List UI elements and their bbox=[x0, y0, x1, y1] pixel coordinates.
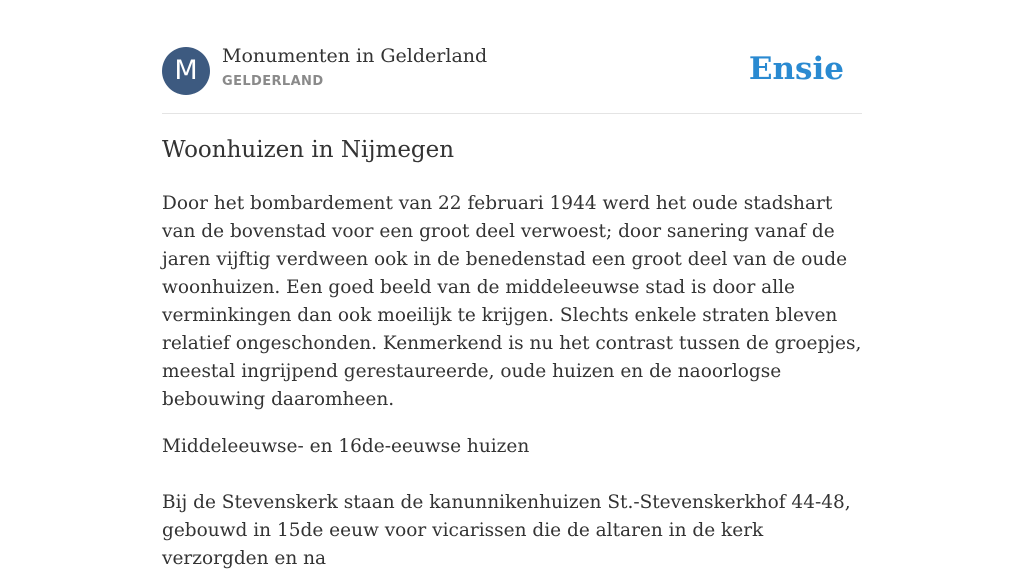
article-paragraph: Door het bombardement van 22 februari 1944 werd het oude stadshart van de bovenstad voor een groot deel verwoest; door sanering vanaf de jaren vijftig verdween ook in de benedenstad een groot deel van de oude woonhuizen. Een goed beeld van de middeleeuwse stad is door alle verminkingen dan ook moeilijk te krijgen. Slechts enkele straten bleven relatief ongeschonden. Kenmerkend is nu het contrast tussen de groepjes, meestal ingrijpend gerestaureerde, oude huizen en de naoorlogse bebouwing daaromheen. bbox=[162, 193, 862, 410]
ensie-logo[interactable]: Ensie bbox=[748, 51, 844, 87]
source-subtitle-link[interactable]: GELDERLAND bbox=[222, 74, 324, 89]
source-header bbox=[162, 0, 862, 114]
source-avatar[interactable]: M bbox=[162, 47, 210, 95]
article-body bbox=[162, 190, 862, 573]
source-title-link[interactable]: Monumenten in Gelderland bbox=[222, 45, 488, 67]
article-title: Woonhuizen in Nijmegen bbox=[162, 137, 455, 163]
article-paragraph: Bij de Stevenskerk staan de kanunnikenhuizen St.-Stevenskerkhof 44-48, gebouwd in 15de eeuw voor vicarissen die de altaren in de kerk verzorgden en na bbox=[162, 492, 851, 569]
content-container bbox=[162, 0, 862, 569]
article-subheading: Middeleeuwse- en 16de-eeuwse huizen bbox=[162, 436, 530, 457]
